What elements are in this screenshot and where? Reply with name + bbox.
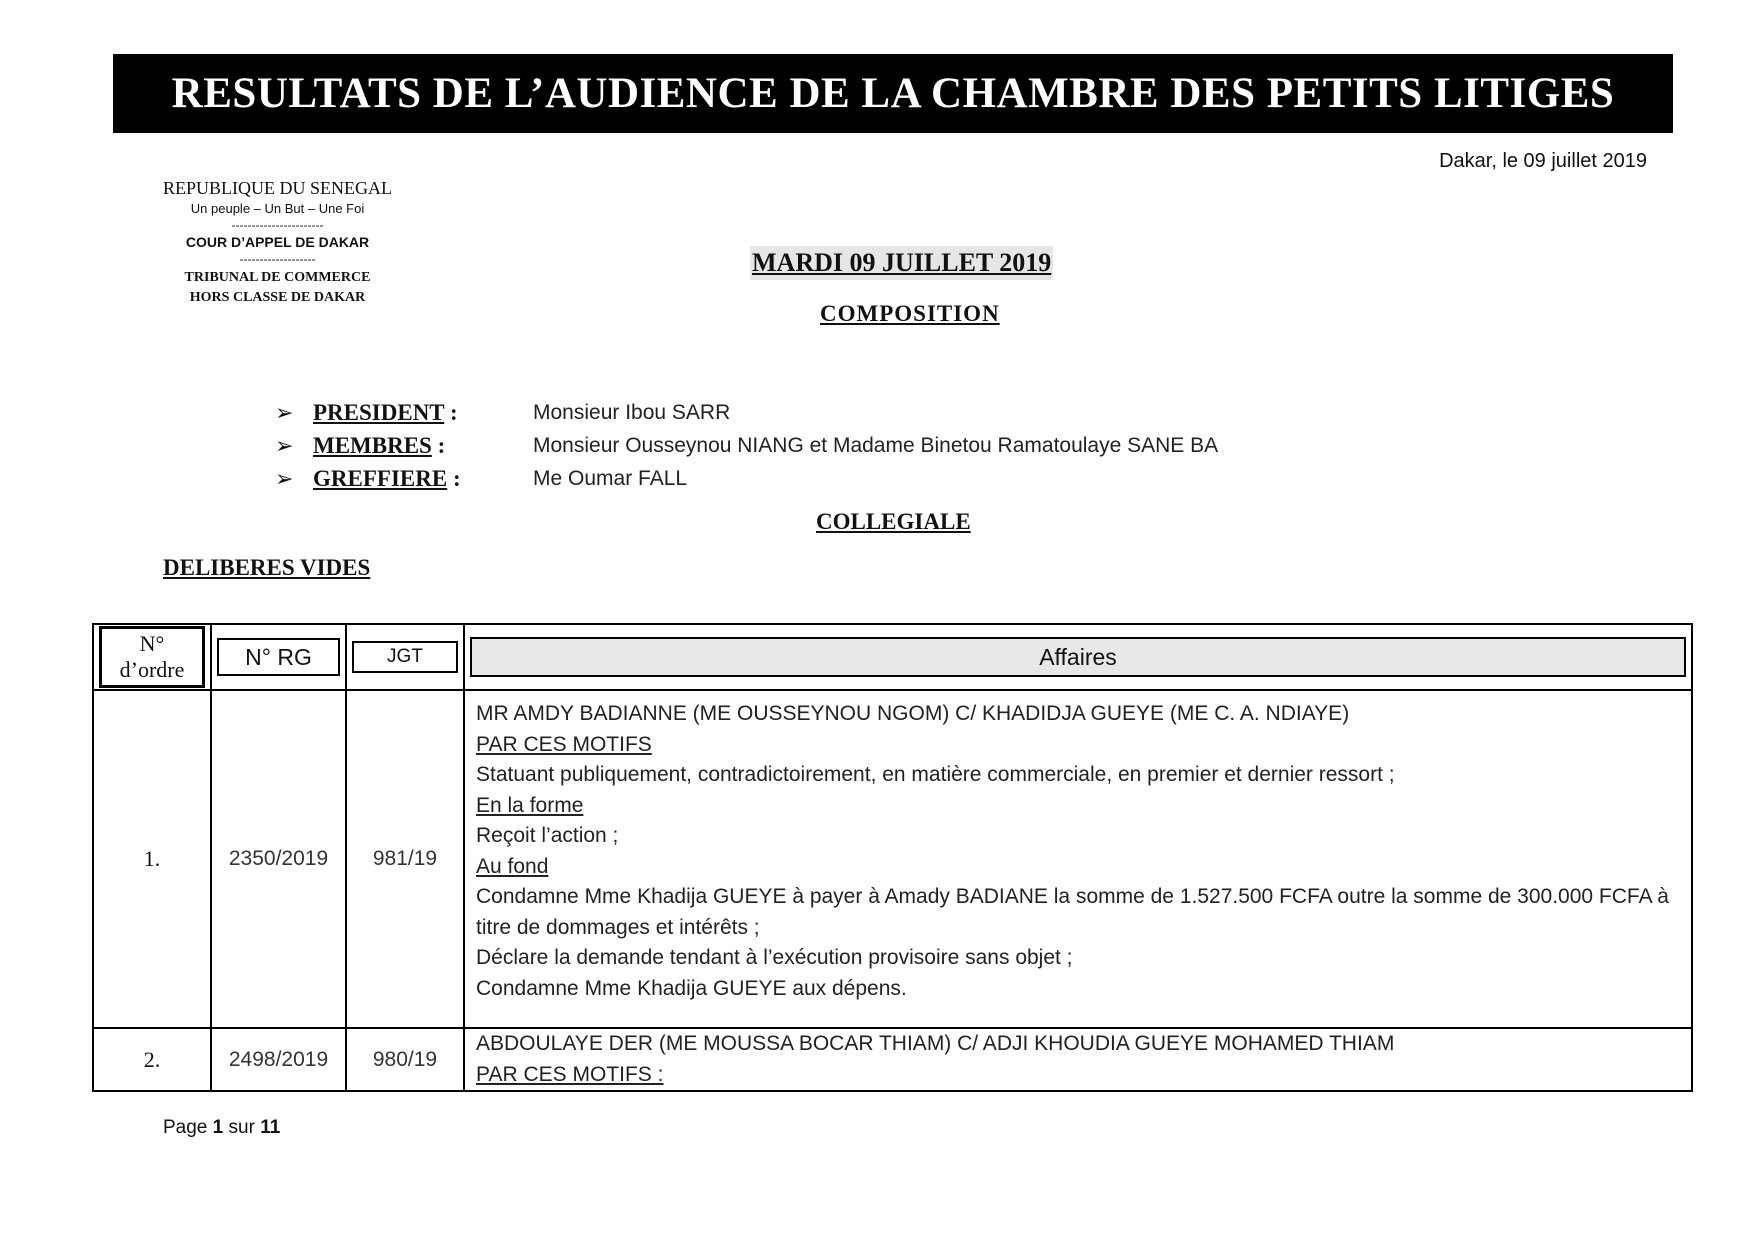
case-title: ABDOULAYE DER (ME MOUSSA BOCAR THIAM) C/ ADJI KHOUDIA GUEYE MOHAMED THIAM [476,1032,1395,1055]
role-membres: ➢ MEMBRES : Monsieur Ousseynou NIANG et Madame Binetou Ramatoulaye SANE BA [275,432,1219,458]
decision-text: Déclare la demande tendant à l’exécution provisoire sans objet ; [476,946,1073,969]
motifs-heading: PAR CES MOTIFS [476,732,652,756]
role-value: Monsieur Ibou SARR [533,400,731,424]
role-value: Monsieur Ousseynou NIANG et Madame Binetou Ramatoulaye SANE BA [533,433,1219,457]
collegiale-heading: COLLEGIALE [816,509,971,534]
fond-heading: Au fond [476,854,549,878]
section-heading: DELIBERES VIDES [163,555,371,580]
row-jgt: 981/19 [346,690,464,1028]
case-title: MR AMDY BADIANNE (ME OUSSEYNOU NGOM) C/ KHADIDJA GUEYE (ME C. A. NDIAYE) [476,702,1350,725]
tribunal-name-line2: HORS CLASSE DE DAKAR [189,290,366,305]
total-pages: 11 [260,1117,281,1138]
motifs-heading: PAR CES MOTIFS : [476,1062,664,1086]
role-label: MEMBRES [313,432,432,458]
header-ordre: N° d’ordre [93,624,211,690]
banner-title: RESULTATS DE L’AUDIENCE DE LA CHAMBRE DES PETITS LITIGES [171,70,1615,117]
table-row [93,1028,1692,1091]
table-row [93,690,1692,1028]
page-number: Page 1 sur 11 [163,1117,281,1138]
document-date: Dakar, le 09 juillet 2019 [1439,150,1647,172]
decision-text: Statuant publiquement, contradictoirement, en matière commerciale, en premier et dernier ressort ; [476,763,1395,786]
decision-text: Condamne Mme Khadija GUEYE à payer à Amady BADIANE la somme de 1.527.500 FCFA outre la somme de 300.000 FCFA à titre de dommages et intérêts ; [476,885,1669,939]
arrow-bullet-icon: ➢ [275,465,294,491]
row-affaire [464,1028,1692,1091]
arrow-bullet-icon: ➢ [275,432,294,458]
tribunal-name-line1: TRIBUNAL DE COMMERCE [184,270,371,285]
row-jgt: 980/19 [346,1028,464,1091]
court-name: COUR D’APPEL DE DAKAR [185,234,370,250]
header-rg: N° RG [211,624,346,690]
arrow-bullet-icon: ➢ [275,399,294,425]
role-label: PRESIDENT [313,399,445,425]
header-affaires: Affaires [464,624,1692,690]
role-president: ➢ PRESIDENT : Monsieur Ibou SARR [275,399,731,425]
row-number: 2. [93,1028,211,1091]
decision-text: Condamne Mme Khadija GUEYE aux dépens. [476,976,907,1000]
national-motto: Un peuple – Un But – Une Foi [190,201,365,216]
row-rg: 2350/2019 [211,690,346,1028]
role-greffiere: ➢ GREFFIERE : Me Oumar FALL [275,465,688,491]
session-day-title: MARDI 09 JUILLET 2019 [750,246,1053,280]
forme-heading: En la forme [476,793,584,817]
decision-text: Reçoit l’action ; [476,824,619,847]
row-rg: 2498/2019 [211,1028,346,1091]
role-value: Me Oumar FALL [533,466,688,490]
composition-list [275,396,1218,495]
header-jgt: JGT [346,624,464,690]
title-banner [113,54,1673,133]
row-affaire [464,690,1692,1028]
role-label: GREFFIERE [313,465,448,491]
table-header-row [93,624,1692,690]
institution-block [140,178,415,308]
cases-table [92,623,1693,1092]
composition-heading: COMPOSITION [820,301,1000,326]
row-number: 1. [93,690,211,1028]
current-page: 1 [212,1117,224,1138]
country-name: REPUBLIQUE DU SENEGAL [163,178,392,198]
separator-line: ------------------- [239,252,316,266]
separator-line: ----------------------- [231,218,324,232]
